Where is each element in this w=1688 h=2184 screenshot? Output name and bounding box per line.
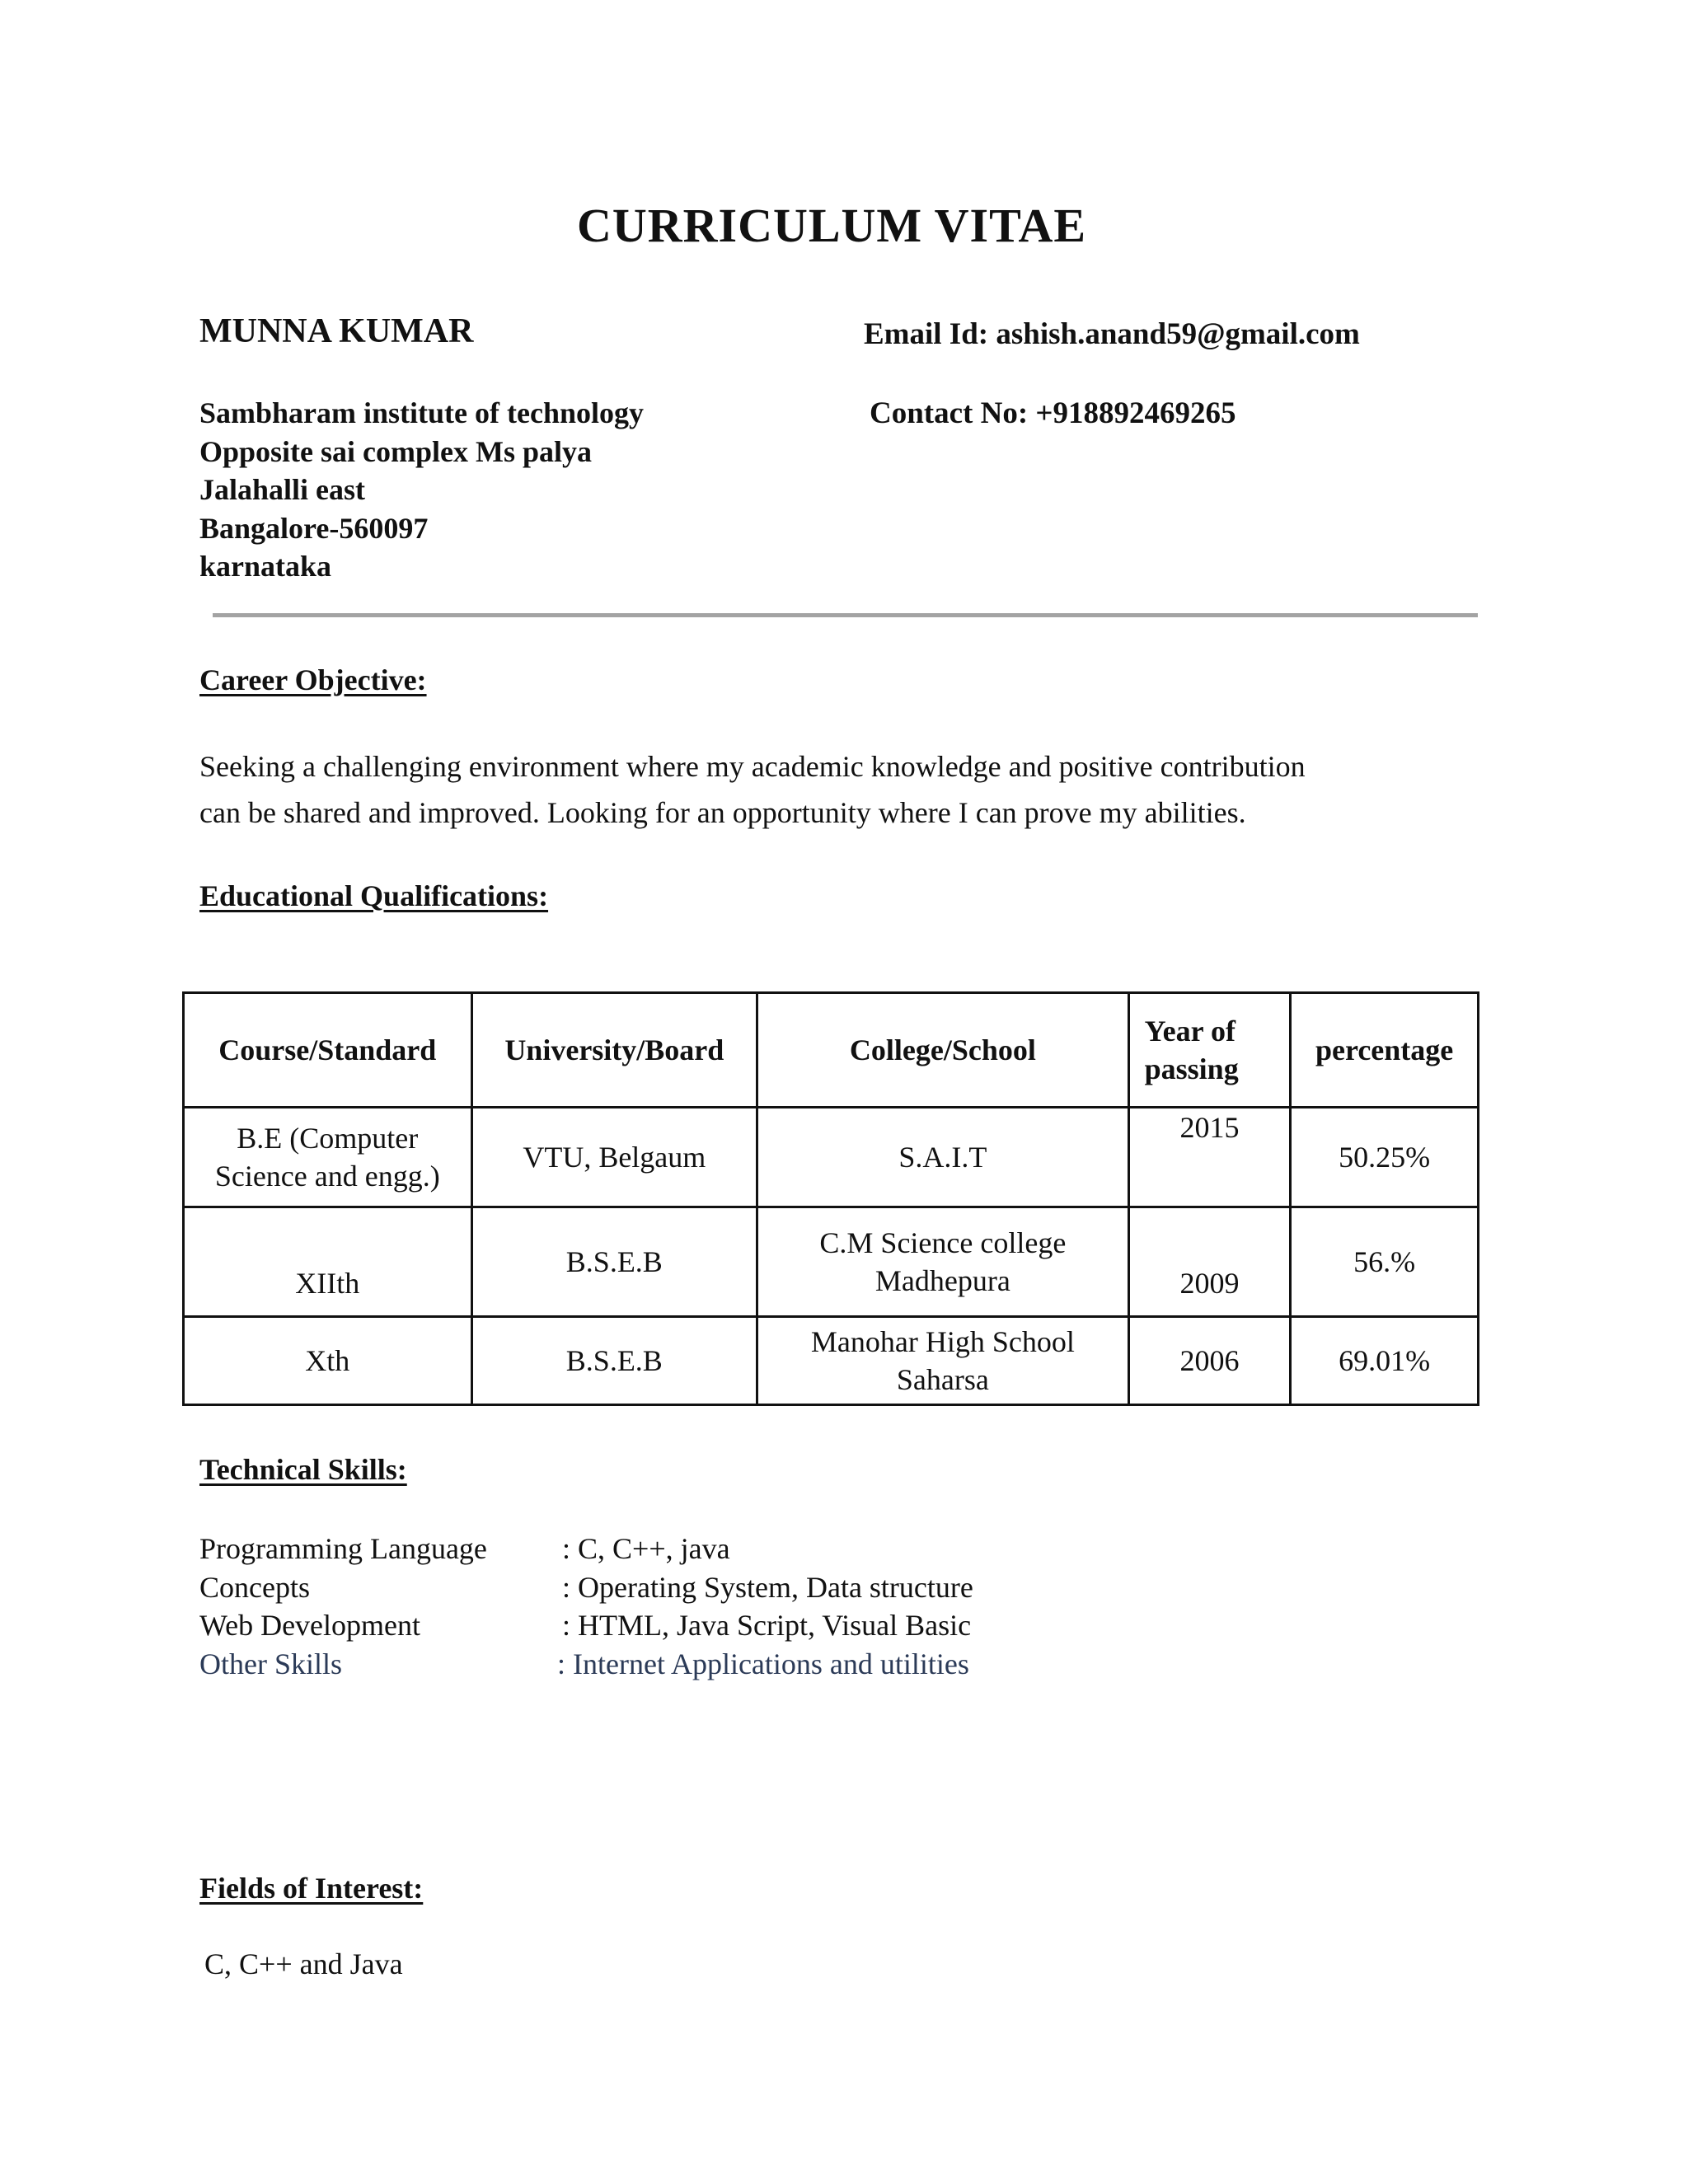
year-cell: 2015 (1128, 1108, 1291, 1207)
address-line: Sambharam institute of technology (199, 396, 644, 429)
career-objective-text (199, 743, 1452, 836)
education-heading: Educational Qualifications: (199, 879, 549, 912)
column-header: Year of passing (1128, 993, 1291, 1108)
board-cell: B.S.E.B (471, 1207, 757, 1317)
skill-value: : Operating System, Data structure (562, 1570, 973, 1604)
skill-label: Other Skills (199, 1647, 343, 1680)
address-block (199, 394, 644, 586)
column-header: College/School (757, 993, 1129, 1108)
table-row (184, 1317, 1479, 1405)
career-objective-heading: Career Objective: (199, 663, 427, 696)
objective-line: can be shared and improved. Looking for an opportunity where I can prove my abilities. (199, 796, 1246, 829)
college-cell: S.A.I.T (757, 1108, 1129, 1207)
address-line: Bangalore-560097 (199, 511, 429, 545)
table-row (184, 1207, 1479, 1317)
address-line: karnataka (199, 550, 332, 583)
board-cell: VTU, Belgaum (471, 1108, 757, 1207)
fields-of-interest-heading: Fields of Interest: (199, 1872, 424, 1905)
objective-line: Seeking a challenging environment where my academic knowledge and positive contribution (199, 750, 1306, 783)
college-cell: C.M Science college Madhepura (757, 1207, 1129, 1317)
column-header: percentage (1291, 993, 1479, 1108)
percentage-cell: 50.25% (1291, 1108, 1479, 1207)
contact-number: Contact No: +918892469265 (870, 396, 1236, 430)
divider (213, 613, 1478, 617)
course-cell: B.E (Computer Science and engg.) (184, 1108, 472, 1207)
technical-skills-heading: Technical Skills: (199, 1453, 407, 1486)
board-cell: B.S.E.B (471, 1317, 757, 1405)
percentage-cell: 69.01% (1291, 1317, 1479, 1405)
course-cell: XIIth (184, 1207, 472, 1317)
document-title: CURRICULUM VITAE (576, 199, 1087, 252)
column-header: Course/Standard (184, 993, 472, 1108)
column-header: University/Board (471, 993, 757, 1108)
college-cell: Manohar High School Saharsa (757, 1317, 1129, 1405)
email-text: Email Id: ashish.anand59@gmail.com (864, 317, 1360, 351)
address-line: Jalahalli east (199, 473, 366, 506)
skill-value: : HTML, Java Script, Visual Basic (562, 1609, 972, 1642)
table-row (184, 1108, 1479, 1207)
skill-label: Concepts (199, 1570, 310, 1604)
year-cell: 2009 (1128, 1207, 1291, 1317)
table-header-row (184, 993, 1479, 1108)
education-table (182, 991, 1479, 1406)
candidate-name: MUNNA KUMAR (199, 312, 474, 350)
course-cell: Xth (184, 1317, 472, 1405)
address-line: Opposite sai complex Ms palya (199, 434, 593, 468)
skill-label: Web Development (199, 1609, 421, 1642)
skill-label: Programming Language (199, 1532, 487, 1565)
fields-of-interest-text: C, C++ and Java (204, 1947, 403, 1980)
skill-value: : C, C++, java (562, 1532, 730, 1565)
percentage-cell: 56.% (1291, 1207, 1479, 1317)
year-cell: 2006 (1128, 1317, 1291, 1405)
skill-value: : Internet Applications and utilities (557, 1647, 969, 1680)
